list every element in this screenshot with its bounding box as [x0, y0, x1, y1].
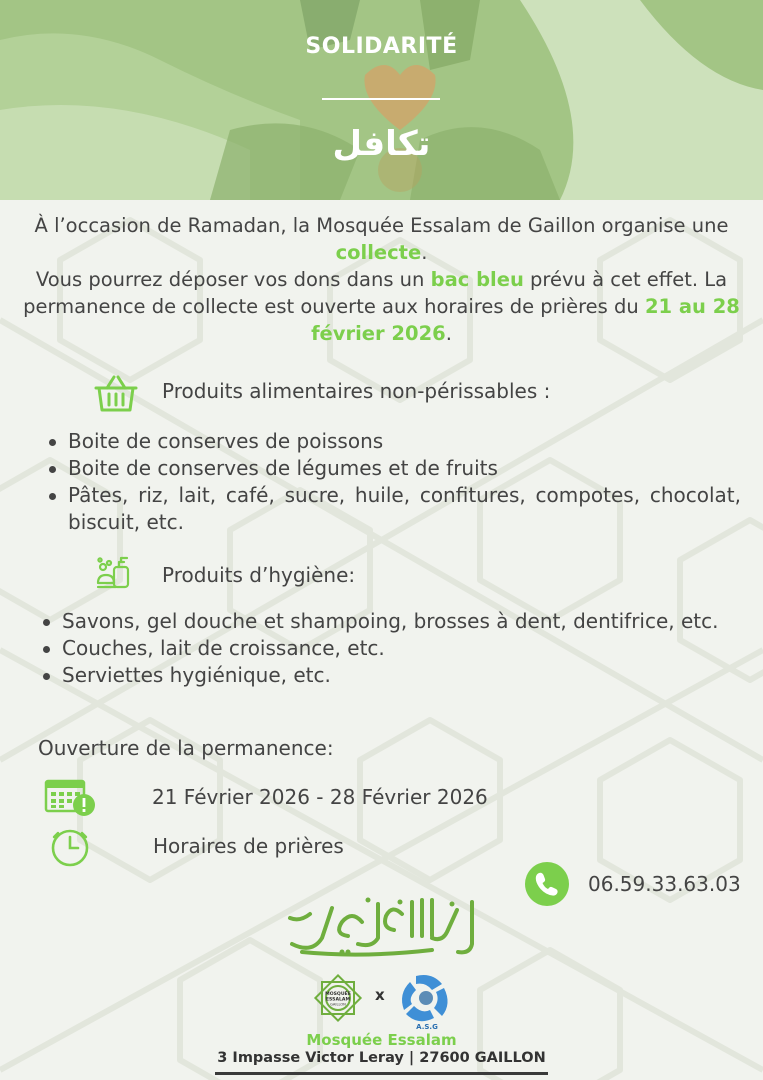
- calendar-icon: [44, 776, 98, 818]
- list-item: Boite de conserves de poissons: [46, 428, 741, 455]
- list-item: Savons, gel douche et shampoing, brosses à dent, dentifrice, etc.: [40, 608, 743, 635]
- logo-text-line: ESSALAM: [325, 997, 351, 1003]
- logo-text-line: MOSQUÉE: [325, 992, 351, 997]
- phone-number[interactable]: 06.59.33.63.03: [588, 872, 741, 896]
- intro-text-1-end: .: [421, 241, 428, 264]
- dates-highlight: 21 au 28 février 2026: [311, 295, 740, 345]
- list-item: Boite de conserves de légumes et de fruits: [46, 455, 741, 482]
- phone-icon: [525, 862, 569, 906]
- list-item: Serviettes hygiénique, etc.: [40, 662, 743, 689]
- hands-heart-photo: [0, 0, 763, 200]
- footer-address: 3 Impasse Victor Leray | 27600 GAILLON: [217, 1050, 546, 1066]
- title-divider: [322, 98, 440, 100]
- asg-logo-text: A.S.G: [416, 1023, 438, 1031]
- intro-text-2: Vous pourrez déposer vos dons dans un: [35, 268, 431, 291]
- phone-button[interactable]: [525, 862, 569, 906]
- mosquee-essalam-logo: [312, 972, 364, 1024]
- list-item: Pâtes, riz, lait, café, sucre, huile, confitures, compotes, chocolat, biscuit, etc.: [46, 482, 741, 536]
- asg-logo: [398, 970, 456, 1032]
- bac-bleu-highlight: bac bleu: [430, 268, 524, 291]
- hero-banner: [0, 0, 763, 200]
- opening-dates: 21 Février 2026 - 28 Février 2026: [152, 785, 488, 809]
- hygiene-heading: Produits d’hygiène:: [162, 563, 356, 587]
- list-item: Couches, lait de croissance, etc.: [40, 635, 743, 662]
- intro-text-2-end: .: [445, 322, 452, 345]
- prayer-hours: Horaires de prières: [153, 834, 344, 858]
- clock-icon: [50, 828, 90, 868]
- collecte-highlight: collecte: [335, 241, 422, 264]
- logo-text-line: GAILLON: [330, 1002, 346, 1007]
- hygiene-list: [40, 608, 743, 689]
- page-title: SOLIDARITÉ: [305, 34, 458, 59]
- food-heading: Produits alimentaires non-périssables :: [162, 379, 551, 403]
- logo-separator: x: [375, 986, 385, 1004]
- footer-organization: Mosquée Essalam: [306, 1031, 457, 1049]
- arabic-title: تكافل: [332, 124, 431, 164]
- jazakum-allah-khayran-calligraphy: [282, 892, 482, 964]
- intro-text-1: À l’occasion de Ramadan, la Mosquée Essalam de Gaillon organise une: [34, 214, 729, 237]
- opening-heading: Ouverture de la permanence:: [38, 736, 334, 760]
- intro-text-2-middle: prévu à cet effet. La permanence de collecte est ouverte aux horaires de prières du: [23, 268, 728, 318]
- basket-icon: [93, 374, 139, 414]
- intro-text: [20, 212, 743, 347]
- food-list: [46, 428, 741, 536]
- hygiene-products-icon: [94, 553, 134, 593]
- footer-divider: [215, 1072, 548, 1075]
